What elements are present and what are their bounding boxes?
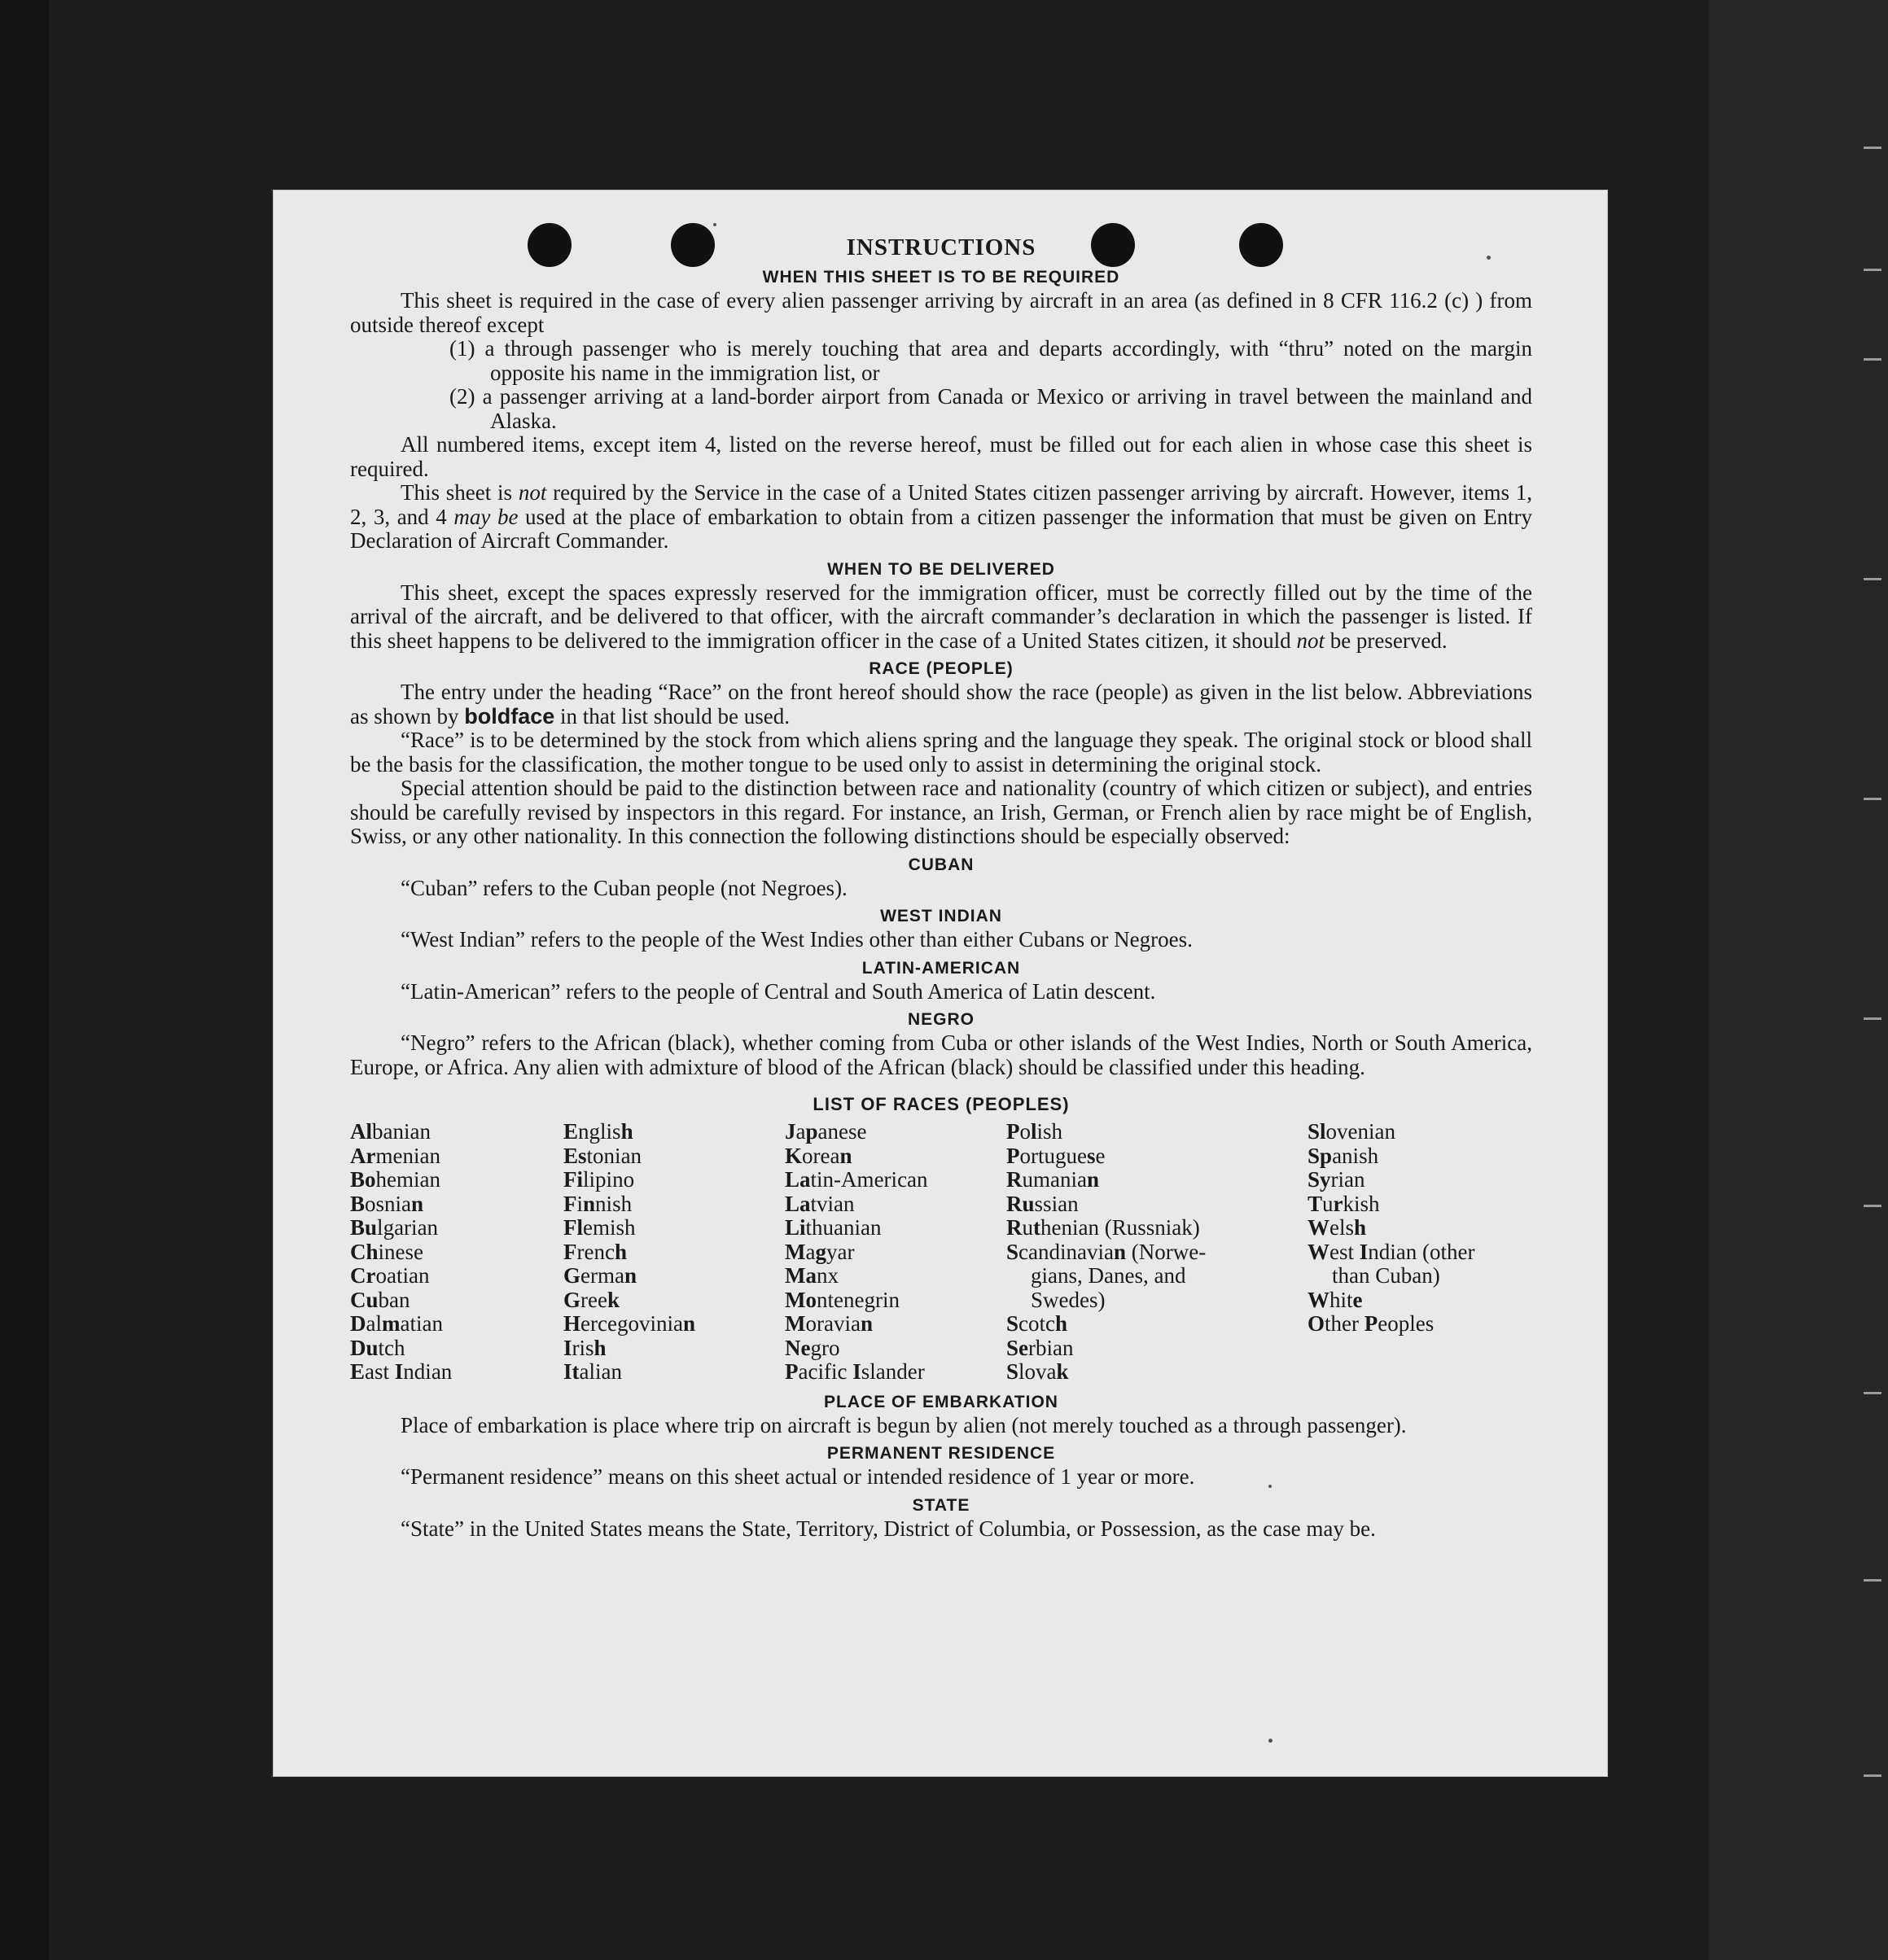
- race-abbreviation-letter: s: [1087, 1143, 1096, 1168]
- paragraph: [350, 680, 1532, 728]
- race-entry: Slovenian: [1308, 1119, 1396, 1144]
- race-entry: Bulgarian: [350, 1215, 439, 1240]
- race-abbreviation-letter: p: [805, 1119, 818, 1144]
- race-abbreviation-letter: N: [785, 1335, 801, 1360]
- section-heading-embarkation: PLACE OF EMBARKATION: [824, 1392, 1058, 1411]
- film-tick: [1864, 1774, 1881, 1777]
- race-entry: White: [1308, 1287, 1363, 1312]
- race-entry: Filipino: [563, 1167, 635, 1192]
- race-entry: Korean: [785, 1143, 852, 1168]
- section-heading-state: STATE: [912, 1495, 970, 1515]
- paragraph: “Race” is to be determined by the stock from which aliens spring and the language they speak. The original stock or blood shall be the basis for the classification, the mother tongue to be used only to assist in determining the original stock.: [350, 728, 1532, 777]
- race-abbreviation-letter: B: [350, 1167, 366, 1192]
- race-abbreviation-letter: n: [624, 1263, 637, 1288]
- race-abbreviation-letter: s: [578, 1143, 587, 1168]
- races-column: [1308, 1120, 1532, 1385]
- section-heading-when-required: WHEN THIS SHEET IS TO BE REQUIRED: [762, 268, 1120, 287]
- race-abbreviation-letter: O: [1308, 1311, 1325, 1336]
- race-entry: English: [563, 1119, 633, 1144]
- race-abbreviation-letter: u: [366, 1287, 379, 1312]
- race-abbreviation-letter: o: [365, 1167, 376, 1192]
- paragraph: [350, 481, 1532, 553]
- race-entry: Welsh: [1308, 1215, 1367, 1240]
- race-abbreviation-letter: h: [1354, 1215, 1367, 1240]
- race-abbreviation-letter: t: [1033, 1215, 1040, 1240]
- race-abbreviation-letter: G: [563, 1263, 581, 1288]
- race-entry: Turkish: [1308, 1191, 1380, 1216]
- emphasis-text: not: [1296, 628, 1325, 653]
- race-abbreviation-letter: K: [785, 1143, 803, 1168]
- race-abbreviation-letter: I: [563, 1335, 572, 1360]
- race-entry: Estonian: [563, 1143, 642, 1168]
- race-entry: Moravian: [785, 1311, 873, 1336]
- race-entry: Chinese: [350, 1239, 424, 1264]
- scan-speck: [713, 223, 716, 226]
- race-abbreviation-letter: D: [350, 1311, 366, 1336]
- race-abbreviation-letter: C: [350, 1239, 366, 1264]
- race-entry: Japanese: [785, 1119, 867, 1144]
- race-abbreviation-letter: I: [394, 1359, 404, 1384]
- race-entry: Albanian: [350, 1119, 431, 1144]
- race-abbreviation-letter: u: [1022, 1191, 1035, 1216]
- text-run: This sheet, except the spaces expressly reserved for the immigration officer, must be correctly filled out by the time of the arrival of the aircraft, and be delivered to that officer, with the aircraft commander’s declaration in which the passenger is listed. If this sheet happens to be delivered to the immigration officer in the case of a United States citizen, it should: [350, 580, 1532, 653]
- race-abbreviation-letter: p: [1320, 1143, 1333, 1168]
- race-abbreviation-letter: S: [1006, 1239, 1019, 1264]
- race-abbreviation-letter: l: [576, 1215, 584, 1240]
- races-column: [350, 1120, 563, 1385]
- paragraph: [350, 581, 1532, 654]
- text-run: be preserved.: [1324, 628, 1448, 653]
- race-entry: Polish: [1006, 1119, 1063, 1144]
- race-abbreviation-letter: P: [1364, 1311, 1378, 1336]
- scan-speck: [1268, 1739, 1273, 1743]
- race-abbreviation-letter: k: [1056, 1359, 1069, 1384]
- race-abbreviation-letter: u: [366, 1335, 379, 1360]
- race-abbreviation-letter: l: [366, 1119, 373, 1144]
- race-entry: Greek: [563, 1287, 620, 1312]
- section-heading-residence: PERMANENT RESIDENCE: [826, 1444, 1056, 1463]
- race-abbreviation-letter: n: [411, 1191, 424, 1216]
- race-entry: Lithuanian: [785, 1215, 882, 1240]
- race-entry: Negro: [785, 1335, 840, 1360]
- race-entry: Slovak: [1006, 1359, 1069, 1384]
- race-abbreviation-letter: W: [1308, 1287, 1329, 1312]
- race-abbreviation-letter: B: [350, 1215, 366, 1240]
- race-entry: Montenegrin: [785, 1287, 900, 1312]
- race-abbreviation-letter: r: [1333, 1191, 1343, 1216]
- paragraph: “Cuban” refers to the Cuban people (not Negroes).: [401, 875, 848, 900]
- race-abbreviation-letter: F: [563, 1215, 577, 1240]
- sheet-content: [350, 234, 1532, 1541]
- page-title: INSTRUCTIONS: [846, 234, 1036, 260]
- race-abbreviation-letter: h: [366, 1239, 379, 1264]
- race-abbreviation-letter: W: [1308, 1215, 1329, 1240]
- races-column: [785, 1120, 1006, 1385]
- race-abbreviation-letter: M: [785, 1311, 806, 1336]
- race-entry: Serbian: [1006, 1335, 1074, 1360]
- film-tick: [1864, 1392, 1881, 1394]
- film-tick: [1864, 798, 1881, 800]
- race-abbreviation-letter: R: [1006, 1215, 1023, 1240]
- race-abbreviation-letter: B: [350, 1191, 366, 1216]
- race-entry: Portuguese: [1006, 1143, 1106, 1168]
- race-abbreviation-letter: a: [799, 1191, 811, 1216]
- race-entry: Scandinavian (Norwe-: [1006, 1239, 1207, 1264]
- race-abbreviation-letter: G: [563, 1287, 581, 1312]
- race-abbreviation-letter: r: [366, 1143, 376, 1168]
- race-abbreviation-letter: A: [350, 1143, 366, 1168]
- race-abbreviation-letter: u: [365, 1215, 378, 1240]
- race-abbreviation-letter: P: [1006, 1119, 1020, 1144]
- race-abbreviation-letter: F: [563, 1191, 577, 1216]
- race-entry: Pacific Islander: [785, 1359, 925, 1384]
- race-abbreviation-letter: n: [682, 1311, 696, 1336]
- race-abbreviation-letter: n: [839, 1143, 852, 1168]
- race-abbreviation-letter: S: [1308, 1167, 1321, 1192]
- race-abbreviation-letter: C: [350, 1263, 366, 1288]
- film-tick: [1864, 1579, 1881, 1582]
- film-tick: [1864, 1205, 1881, 1207]
- race-abbreviation-letter: F: [563, 1167, 577, 1192]
- race-abbreviation-letter: h: [1055, 1311, 1068, 1336]
- film-border-left: [0, 0, 49, 1960]
- race-abbreviation-letter: k: [607, 1287, 620, 1312]
- race-entry: Croatian: [350, 1263, 430, 1288]
- film-border-right: [1709, 0, 1888, 1960]
- race-abbreviation-letter: P: [1006, 1143, 1020, 1168]
- race-abbreviation-letter: n: [583, 1191, 596, 1216]
- film-tick: [1864, 578, 1881, 580]
- scan-speck: [1487, 256, 1491, 260]
- emphasis-text: not: [518, 480, 547, 505]
- race-abbreviation-letter: P: [785, 1359, 799, 1384]
- race-abbreviation-letter: A: [350, 1119, 366, 1144]
- paragraph: Place of embarkation is place where trip on aircraft is begun by alien (not merely touched as a through passenger).: [401, 1412, 1407, 1437]
- race-entry: West Indian (other: [1308, 1239, 1475, 1264]
- race-entry: Dutch: [350, 1335, 405, 1360]
- race-abbreviation-letter: a: [799, 1167, 811, 1192]
- race-abbreviation-letter: L: [785, 1215, 800, 1240]
- race-abbreviation-letter: R: [1006, 1167, 1023, 1192]
- race-abbreviation-letter: h: [594, 1335, 607, 1360]
- race-abbreviation-letter: M: [785, 1287, 806, 1312]
- bold-text: boldface: [464, 703, 555, 728]
- paragraph: “Latin-American” refers to the people of Central and South America of Latin descent.: [401, 978, 1156, 1004]
- races-column: [563, 1120, 785, 1385]
- race-entry: Magyar: [785, 1239, 855, 1264]
- race-abbreviation-letter: I: [852, 1359, 861, 1384]
- film-tick: [1864, 1017, 1881, 1020]
- list-item: (2) a passenger arriving at a land-border airport from Canada or Mexico or arriving in travel between the mainland and Alaska.: [449, 384, 1532, 433]
- race-abbreviation-letter: n: [860, 1311, 873, 1336]
- race-entry: Finnish: [563, 1191, 633, 1216]
- race-abbreviation-letter: i: [799, 1215, 806, 1240]
- race-entry: German: [563, 1263, 637, 1288]
- race-abbreviation-letter: e: [1352, 1287, 1363, 1312]
- race-abbreviation-letter: m: [382, 1311, 401, 1336]
- race-entry: French: [563, 1239, 627, 1264]
- text-run: used at the place of embarkation to obtain from a citizen passenger the information that must be given on Entry Declaration of Aircraft Commander.: [350, 504, 1533, 553]
- race-abbreviation-letter: l: [1320, 1119, 1326, 1144]
- race-abbreviation-letter: E: [563, 1143, 579, 1168]
- scan-speck: [1268, 1485, 1272, 1488]
- section-heading-race: RACE (PEOPLE): [869, 659, 1014, 678]
- race-entry: Latin-American: [785, 1167, 928, 1192]
- race-entry: Italian: [563, 1359, 623, 1384]
- race-entry: Syrian: [1308, 1167, 1365, 1192]
- race-abbreviation-letter: M: [785, 1239, 806, 1264]
- race-abbreviation-letter: S: [1006, 1335, 1019, 1360]
- paragraph: This sheet is required in the case of every alien passenger arriving by aircraft in an area (as defined in 8 CFR 116.2 (c) ) from outside thereof except: [350, 288, 1532, 337]
- section-heading-negro: NEGRO: [907, 1010, 975, 1029]
- race-entry: Bohemian: [350, 1167, 441, 1192]
- race-entry: Scotch: [1006, 1311, 1068, 1336]
- race-abbreviation-letter: M: [785, 1263, 806, 1288]
- race-abbreviation-letter: W: [1308, 1239, 1329, 1264]
- film-tick: [1864, 269, 1881, 271]
- emphasis-text: may be: [453, 504, 519, 529]
- race-abbreviation-letter: y: [1320, 1167, 1331, 1192]
- race-abbreviation-letter: S: [1308, 1119, 1321, 1144]
- paragraph: “Negro” refers to the African (black), whether coming from Cuba or other islands of the West Indies, North or South America, Europe, or Africa. Any alien with admixture of blood of the African (black) should be classified under this heading.: [350, 1030, 1532, 1079]
- race-abbreviation-letter: a: [805, 1263, 817, 1288]
- race-abbreviation-letter: S: [1308, 1143, 1321, 1168]
- film-tick: [1864, 358, 1881, 361]
- section-heading-west-indian: WEST INDIAN: [880, 907, 1002, 925]
- race-entry: than Cuban): [1332, 1263, 1440, 1288]
- race-entry: Bosnian: [350, 1191, 424, 1216]
- race-entry: Manx: [785, 1263, 839, 1288]
- race-abbreviation-letter: o: [805, 1287, 817, 1312]
- paragraph: All numbered items, except item 4, listed on the reverse hereof, must be filled out for each alien in whose case this sheet is required.: [350, 432, 1532, 481]
- race-abbreviation-letter: n: [1114, 1239, 1127, 1264]
- race-abbreviation-letter: T: [1308, 1191, 1323, 1216]
- race-entry: Cuban: [350, 1287, 410, 1312]
- race-abbreviation-letter: L: [785, 1191, 800, 1216]
- race-entry: Latvian: [785, 1191, 855, 1216]
- race-abbreviation-letter: C: [350, 1287, 366, 1312]
- paragraph: Special attention should be paid to the distinction between race and nationality (country of which citizen or subject), and entries should be carefully revised by inspectors in this regard. For instance, an Irish, German, or French alien by race might be of English, Swiss, or any other nationality. In this connection the following distinctions should be especially observed:: [350, 776, 1532, 848]
- text-run: required by the Service in the case of a United States citizen passenger arriving by aircraft. However, items 1, 2, 3, and 4: [350, 480, 1532, 529]
- race-abbreviation-letter: h: [620, 1119, 633, 1144]
- race-abbreviation-letter: S: [1006, 1359, 1019, 1384]
- race-entry: Hercegovinian: [563, 1311, 696, 1336]
- race-entry: Swedes): [1031, 1287, 1106, 1312]
- section-heading-list-of-races: LIST OF RACES (PEOPLES): [813, 1094, 1070, 1114]
- race-abbreviation-letter: D: [350, 1335, 366, 1360]
- race-abbreviation-letter: H: [563, 1311, 581, 1336]
- race-abbreviation-letter: L: [785, 1167, 800, 1192]
- race-abbreviation-letter: h: [614, 1239, 627, 1264]
- instruction-sheet: [274, 190, 1607, 1776]
- section-heading-latin-american: LATIN-AMERICAN: [861, 958, 1021, 978]
- race-abbreviation-letter: g: [815, 1239, 826, 1264]
- list-item: (1) a through passenger who is merely touching that area and departs accordingly, with “thru” noted on the margin opposite his name in the immigration list, or: [449, 336, 1532, 385]
- race-abbreviation-letter: r: [366, 1263, 376, 1288]
- race-entry: Rumanian: [1006, 1167, 1100, 1192]
- race-abbreviation-letter: E: [350, 1359, 366, 1384]
- paragraph: “Permanent residence” means on this sheet actual or intended residence of 1 year or more.: [401, 1464, 1195, 1489]
- race-entry: Irish: [563, 1335, 607, 1360]
- section-heading-cuban: CUBAN: [908, 855, 975, 874]
- race-abbreviation-letter: R: [1006, 1191, 1023, 1216]
- race-entry: Russian: [1006, 1191, 1079, 1216]
- race-entry: Flemish: [563, 1215, 636, 1240]
- race-abbreviation-letter: n: [1087, 1167, 1100, 1192]
- race-entry: Ruthenian (Russniak): [1006, 1215, 1200, 1240]
- races-list: [350, 1120, 1532, 1385]
- race-abbreviation-letter: F: [563, 1239, 577, 1264]
- race-entry: gians, Danes, and: [1031, 1263, 1186, 1288]
- text-run: This sheet is: [401, 480, 519, 505]
- race-entry: East Indian: [350, 1359, 453, 1384]
- race-abbreviation-letter: E: [563, 1119, 579, 1144]
- race-abbreviation-letter: I: [563, 1359, 572, 1384]
- race-entry: Other Peoples: [1308, 1311, 1435, 1336]
- paragraph: “State” in the United States means the State, Territory, District of Columbia, or Possession, as the case may be.: [401, 1516, 1376, 1541]
- race-entry: Spanish: [1308, 1143, 1379, 1168]
- race-abbreviation-letter: l: [1031, 1119, 1037, 1144]
- race-abbreviation-letter: e: [1018, 1335, 1029, 1360]
- race-abbreviation-letter: J: [785, 1119, 796, 1144]
- race-entry: Armenian: [350, 1143, 440, 1168]
- race-abbreviation-letter: I: [1359, 1239, 1369, 1264]
- race-abbreviation-letter: i: [576, 1167, 584, 1192]
- text-run: The entry under the heading “Race” on the front hereof should show the race (people) as given in the list below. Abbreviations as shown by: [350, 680, 1532, 728]
- races-column: [1006, 1120, 1308, 1385]
- race-entry: Dalmatian: [350, 1311, 443, 1336]
- text-run: in that list should be used.: [554, 703, 791, 728]
- film-tick: [1864, 147, 1881, 149]
- race-abbreviation-letter: e: [800, 1335, 811, 1360]
- paragraph: “West Indian” refers to the people of the West Indies other than either Cubans or Negroes.: [401, 927, 1193, 952]
- race-abbreviation-letter: S: [1006, 1311, 1019, 1336]
- section-heading-when-delivered: WHEN TO BE DELIVERED: [827, 559, 1055, 579]
- race-abbreviation-letter: t: [572, 1359, 580, 1384]
